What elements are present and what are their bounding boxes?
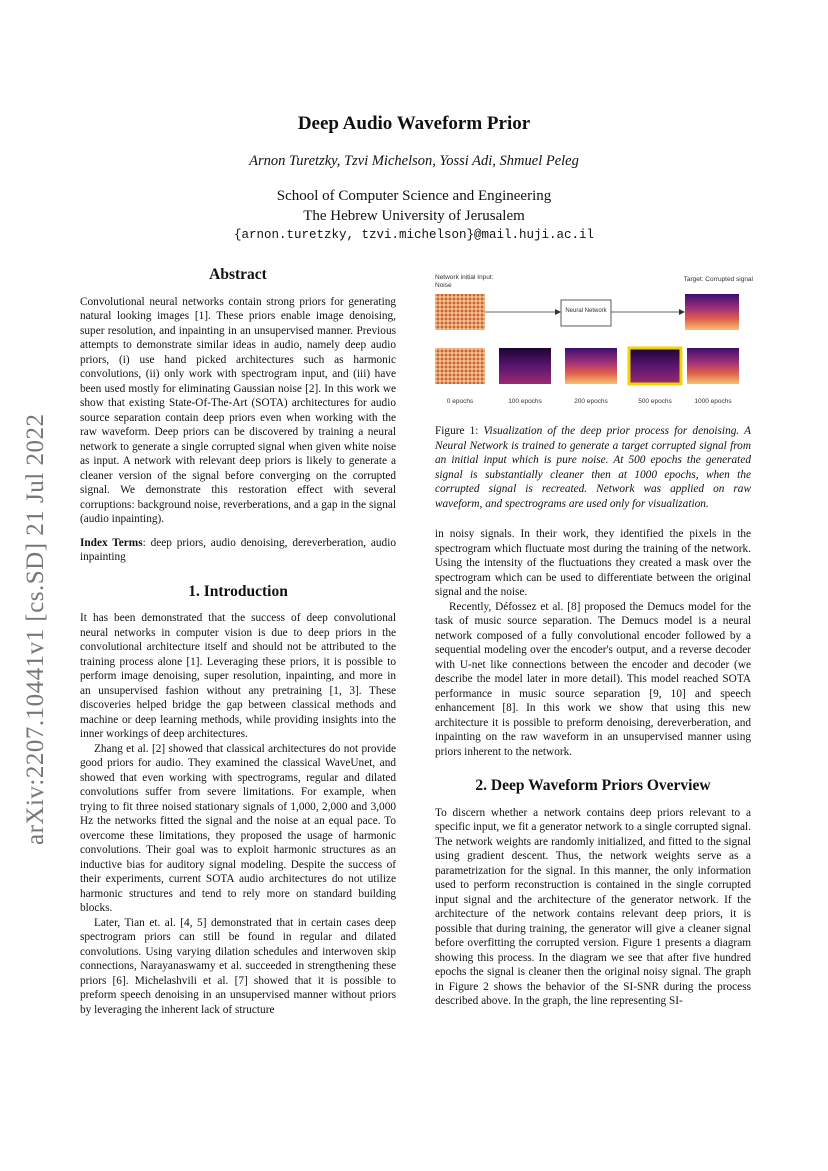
epoch-0-image: [435, 348, 485, 384]
index-terms-text: : deep priors, audio denoising, dereverberation, audio inpainting: [80, 536, 396, 563]
caption-text: Visualization of the deep prior process for denoising. A Neural Network is trained to generate a target corrupted signal from an initial input which is pure noise. At 500 epochs the generated signal is substantially cleaner then at 1000 epochs, when the corrupted signal is recreated. Network was applied on raw waveform, and spectrograms are used only for visualization.: [435, 425, 751, 510]
input-label: Network initial Input: Noise: [435, 274, 494, 289]
epoch-label-1000: 1000 epochs: [694, 398, 732, 405]
affiliation-line-1: School of Computer Science and Engineering: [276, 188, 552, 204]
section-2-heading: 2. Deep Waveform Priors Overview: [475, 777, 711, 794]
intro-paragraph-3: Later, Tian et. al. [4, 5] demonstrated that in certain cases deep spectrogram priors can still be found in regular and dilated convolutions. Using varying dilation schedules and interwoven skip connections, Narayanaswamy et al. succeeded in strengthening these priors [6]. Michelashvili et al. [7] showed that it is possible to preform speech denoising in an unsupervised manner without priors by leveraging the inherent lack of structure: [80, 916, 396, 1016]
authors: Arnon Turetzky, Tzvi Michelson, Yossi Adi, Shmuel Peleg: [249, 153, 579, 169]
epoch-label-0: 0 epochs: [446, 398, 474, 405]
epoch-1000-image: [687, 348, 739, 384]
intro-paragraph-5: Recently, Défossez et al. [8] proposed the Demucs model for the task of music source separation. The Demucs model is a neural network composed of a fully convolutional encoder followed by a sequential modeling over the encoder's output, and a reverse decoder with U-net like connections between the encoder and decoder (we describe the model later in more detail). This model reached SOTA performance in music source separation [9, 10] and speech enhancement [8]. In this work we show that using this new architecture it is possible to preform denoising, dereverberation, and inpainting on the raw waveform in an unsupervised manner using priors inherent to the network.: [435, 600, 751, 758]
paper-title: Deep Audio Waveform Prior: [297, 113, 531, 134]
intro-paragraph-4: in noisy signals. In their work, they identified the pixels in the spectrogram which fluctuate most during the training of the network. Using the intensity of the fluctuations they created a mask over the spectrogram which can be used to differentiate between the original signal and the noise.: [435, 528, 751, 598]
caption-label: Figure 1:: [435, 425, 484, 437]
epoch-200-image: [565, 348, 617, 384]
figure-1: [433, 270, 753, 410]
epoch-label-200: 200 epochs: [574, 398, 608, 405]
figure-1-diagram: [433, 270, 753, 410]
arxiv-sidebar: arXiv:2207.10441v1 [cs.SD] 21 Jul 2022: [22, 413, 49, 845]
epoch-500-image: [629, 348, 681, 384]
epoch-label-100: 100 epochs: [508, 398, 542, 405]
network-label: Neural Network: [565, 308, 607, 314]
section-2-paragraph-1: To discern whether a network contains deep priors relevant to a specific input, we fit a generator network to a single corrupted signal. The network weights are randomly initialized, and fitted to the signal using gradient descent. Thus, the network weights serve as a parametrization for the signal. In this manner, the only information used to perform reconstruction is contained in the single corrupted input signal and the architecture of the generator network. If the architecture of the network contains relevant deep priors, it is possible that during training, the generator will give a cleaner signal before overfitting the corrupted version. Figure 1 presents a diagram showing this process. In the diagram we see that after five hundred epochs the signal is cleaner then the original noisy signal. The graph in Figure 2 shows the behavior of the SI-SNR during the process described above. In the graph, the line representing SI-: [435, 806, 751, 1007]
right-column: [435, 424, 751, 1009]
epoch-100-image: [499, 348, 551, 384]
affiliation: [0, 186, 828, 226]
abstract-text: Convolutional neural networks contain strong priors for generating natural looking images [1]. These priors enable image denoising, super resolution, and inpainting in an unsupervised manner. Previous attempts to demonstrate similar ideas in audio, namely deep audio priors, (i) use hand picked architectures such as harmonic convolutions, (ii) only work with spectrogram input, and (iii) have been used mostly for eliminating Gaussian noise [2]. In this work we show that existing State-Of-The-Art (SOTA) architectures for audio source separation contain deep priors even when working with the raw waveform. Deep priors can be discovered by training a neural network to generate a single corrupted signal when given white noise as input. A network with relevant deep priors is likely to generate a cleaner version of the signal before converging on the corrupted signal. We demonstrate this restoration effect with several corruptions: background noise, reverberations, and a gap in the signal (audio inpainting).: [80, 295, 396, 525]
target-spectrogram: [685, 294, 739, 330]
left-column: [80, 268, 396, 1017]
intro-paragraph-2: Zhang et al. [2] showed that classical architectures do not provide good priors for audio. They examined the classical WaveUnet, and showed that even working with spectrograms, regular and dilated convolutions suffer from severe limitations. For example, when trying to fit three noised stationary signals of 1,000, 2,000 and 3,000 Hz the networks fitted the signal and the noise at an equal pace. To overcome these limitations, they proposed the usage of harmonic convolutions. Their goal was to exploit harmonic structures as an inductive bias for auditory signal modeling. Despite the success of their experiments, current SOTA audio architectures do not utilize harmonic structures and tend to rely more on standard building blocks.: [80, 742, 396, 914]
intro-paragraph-1: It has been demonstrated that the success of deep convolutional neural networks in computer vision is due to deep priors in the convolutional architecture itself and should not be attributed to the training process alone [1]. Leveraging these priors, it is possible to perform image denoising, super resolution, inpainting, and more in an unsupervised fashion without any pretraining [1, 3]. These discoveries helped bridge the gap between classical methods and machine or deep learning methods, while providing insights into the inner workings of deep architectures.: [80, 612, 396, 740]
abstract-heading: Abstract: [209, 266, 267, 283]
affiliation-line-2: The Hebrew University of Jerusalem: [303, 208, 525, 224]
index-terms-label: Index Terms: [80, 536, 143, 549]
target-label: Target: Corrupted signal: [683, 276, 753, 283]
input-noise-image: [435, 294, 485, 330]
intro-heading: 1. Introduction: [188, 582, 288, 600]
epoch-label-500: 500 epochs: [638, 398, 672, 405]
index-terms: [80, 536, 396, 565]
figure-1-caption: [435, 424, 751, 511]
email: {arnon.turetzky, tzvi.michelson}@mail.huji.ac.il: [233, 228, 595, 242]
